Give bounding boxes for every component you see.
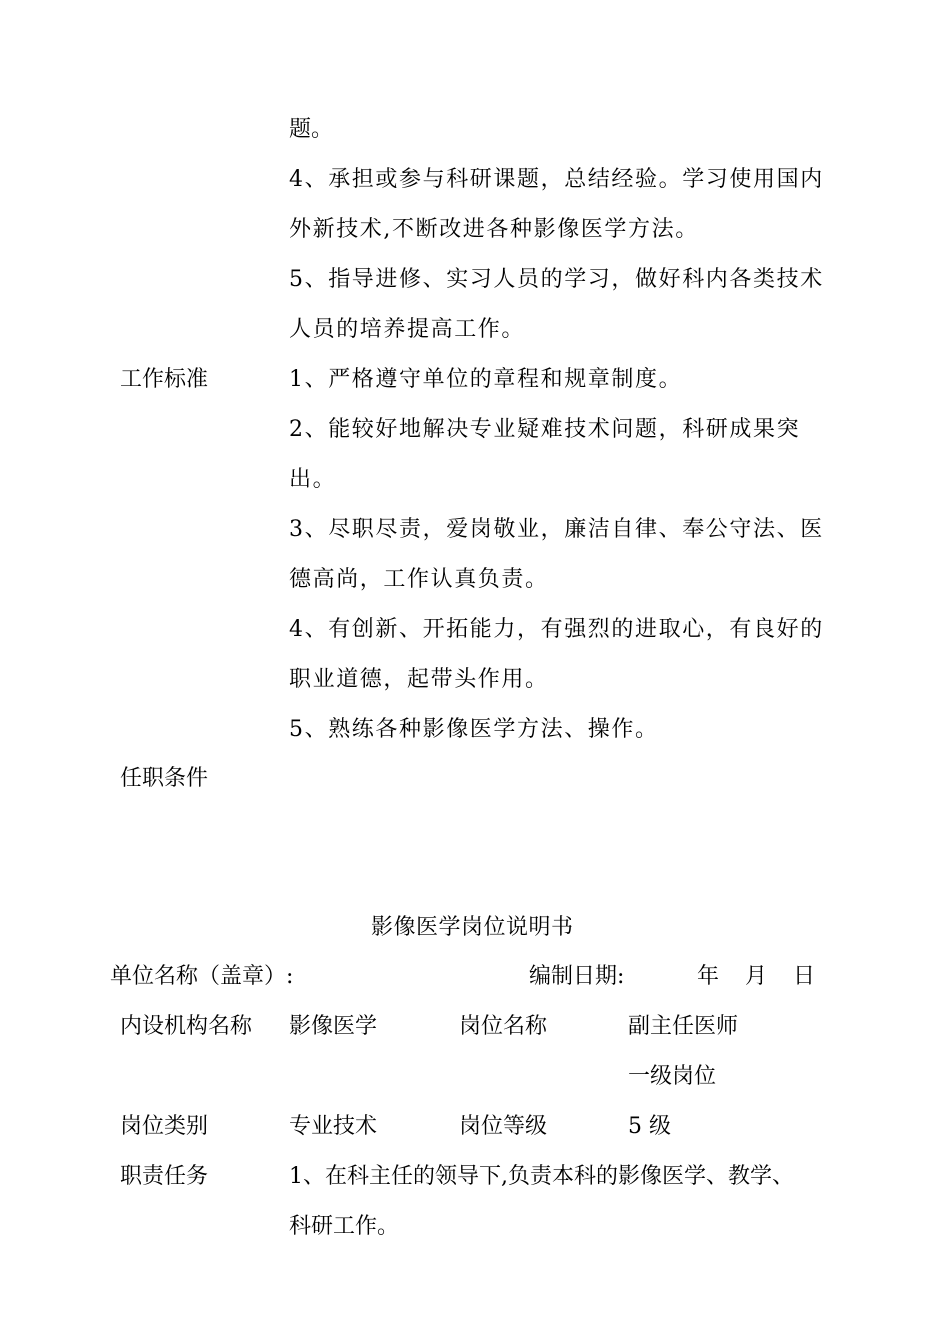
unit-name-label: 单位名称（盖章）: — [110, 964, 294, 989]
date-label: 编制日期: — [529, 964, 625, 989]
date-month: 月 — [745, 964, 768, 989]
post-name-label: 岗位名称 — [459, 1014, 548, 1039]
post-name-value: 一级岗位 — [628, 1064, 717, 1089]
duty-line: 4、承担或参与科研课题，总结经验。学习使用国内 — [289, 167, 824, 192]
standard-line: 出。 — [289, 467, 337, 492]
qualification-label: 任职条件 — [120, 766, 209, 791]
standard-line: 德高尚，工作认真负责。 — [289, 567, 549, 592]
grade-label: 岗位等级 — [459, 1114, 548, 1139]
category-label: 岗位类别 — [120, 1114, 209, 1139]
standard-line: 职业道德，起带头作用。 — [289, 667, 549, 692]
post-name-value: 副主任医师 — [628, 1014, 739, 1039]
duty-line: 题。 — [289, 117, 334, 142]
duty-line: 5、指导进修、实习人员的学习，做好科内各类技术 — [289, 267, 824, 292]
dept-label: 内设机构名称 — [120, 1014, 253, 1039]
grade-value: 5 级 — [628, 1114, 671, 1139]
standard-line: 4、有创新、开拓能力，有强烈的进取心，有良好的 — [289, 617, 824, 642]
duty-line: 1、在科主任的领导下,负责本科的影像医学、教学、 — [289, 1164, 794, 1189]
category-value: 专业技术 — [289, 1114, 378, 1139]
date-day: 日 — [793, 964, 816, 989]
duty-line: 外新技术,不断改进各种影像医学方法。 — [289, 217, 699, 242]
document-title: 影像医学岗位说明书 — [371, 915, 574, 940]
dept-value: 影像医学 — [289, 1014, 378, 1039]
standard-line: 3、尽职尽责，爱岗敬业，廉洁自律、奉公守法、医 — [289, 517, 824, 542]
standard-line: 1、严格遵守单位的章程和规章制度。 — [289, 367, 683, 392]
standard-line: 5、熟练各种影像医学方法、操作。 — [289, 717, 659, 742]
date-year: 年 — [697, 964, 720, 989]
standard-line: 2、能较好地解决专业疑难技术问题，科研成果突 — [289, 417, 801, 442]
duty-line: 科研工作。 — [289, 1214, 400, 1239]
duty-label: 职责任务 — [120, 1164, 209, 1189]
duty-line: 人员的培养提高工作。 — [289, 317, 526, 342]
standard-label: 工作标准 — [120, 367, 209, 392]
